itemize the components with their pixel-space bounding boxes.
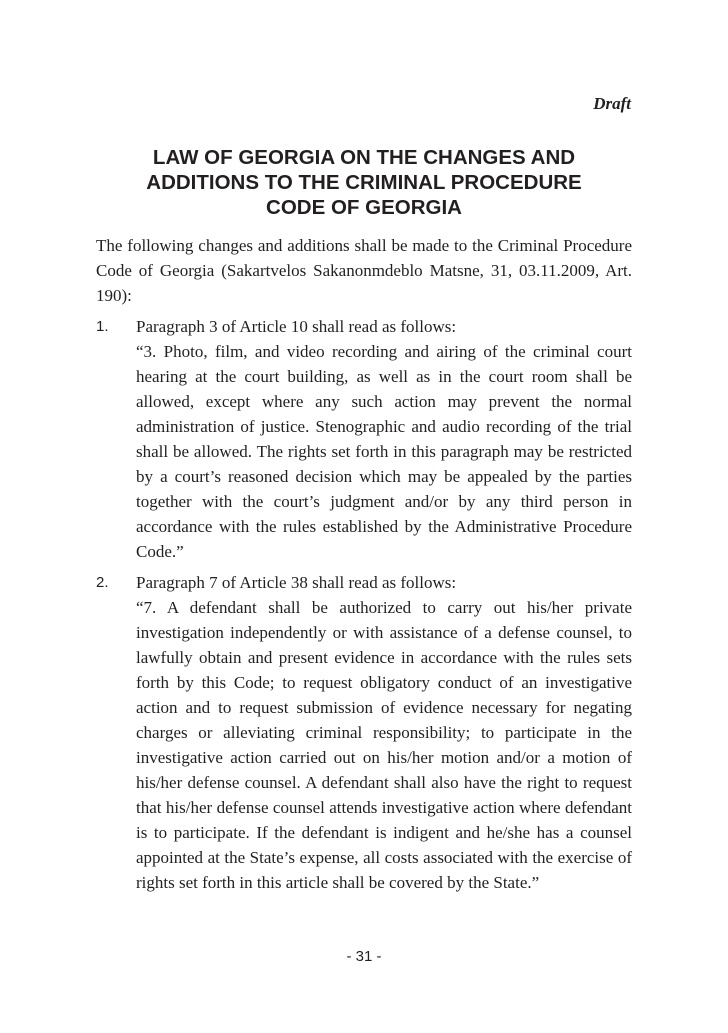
item-text: “3. Photo, film, and video recording and airing of the criminal court hearing at the court building, as well as in the court room shall be allowed, except where any such action may prevent the normal administration of justice. Stenographic and audio recording of the trial shall be allowed. The rights set forth in this paragraph may be restricted by a court’s reasoned decision which may be appealed by the parties together with the court’s judgment and/or by any third person in accordance with the rules established by the Administrative Procedure Code.” <box>136 342 632 561</box>
title-line: LAW OF GEORGIA ON THE CHANGES AND <box>152 146 576 169</box>
title-line: CODE OF GEORGIA <box>266 196 462 219</box>
list-item <box>96 314 632 564</box>
item-heading: Paragraph 3 of Article 10 shall read as follows: <box>136 317 457 336</box>
list-item <box>96 570 632 895</box>
document-title <box>96 145 632 220</box>
document-body <box>96 233 632 901</box>
draft-label: Draft <box>593 94 631 113</box>
item-number: 1. <box>96 318 109 335</box>
item-number: 2. <box>96 574 109 591</box>
item-text: “7. A defendant shall be authorized to carry out his/her private investigation independently or with assistance of a defense counsel, to lawfully obtain and present evidence in accordance with the rules sets forth by this Code; to request obligatory conduct of an investigative action and to request submission of evidence necessary for negating charges or alleviating criminal responsibility; to participate in the investigative action carried out on his/her motion and/or a motion of his/her defense counsel. A defendant shall also have the right to request that his/her defense counsel attends investigative action where defendant is to participate. If the defendant is indigent and he/she has a counsel appointed at the State’s expense, all costs associated with the exercise of rights set forth in this article shall be covered by the State.” <box>136 598 632 892</box>
item-heading: Paragraph 7 of Article 38 shall read as follows: <box>136 573 457 592</box>
intro-paragraph: The following changes and additions shall be made to the Criminal Procedure Code of Georgia (Sakartvelos Sakanonmdeblo Matsne, 31, 03.11.2009, Art. 190): <box>96 236 632 305</box>
page-number: - 31 - <box>346 948 382 965</box>
title-line: ADDITIONS TO THE CRIMINAL PROCEDURE <box>146 171 582 194</box>
